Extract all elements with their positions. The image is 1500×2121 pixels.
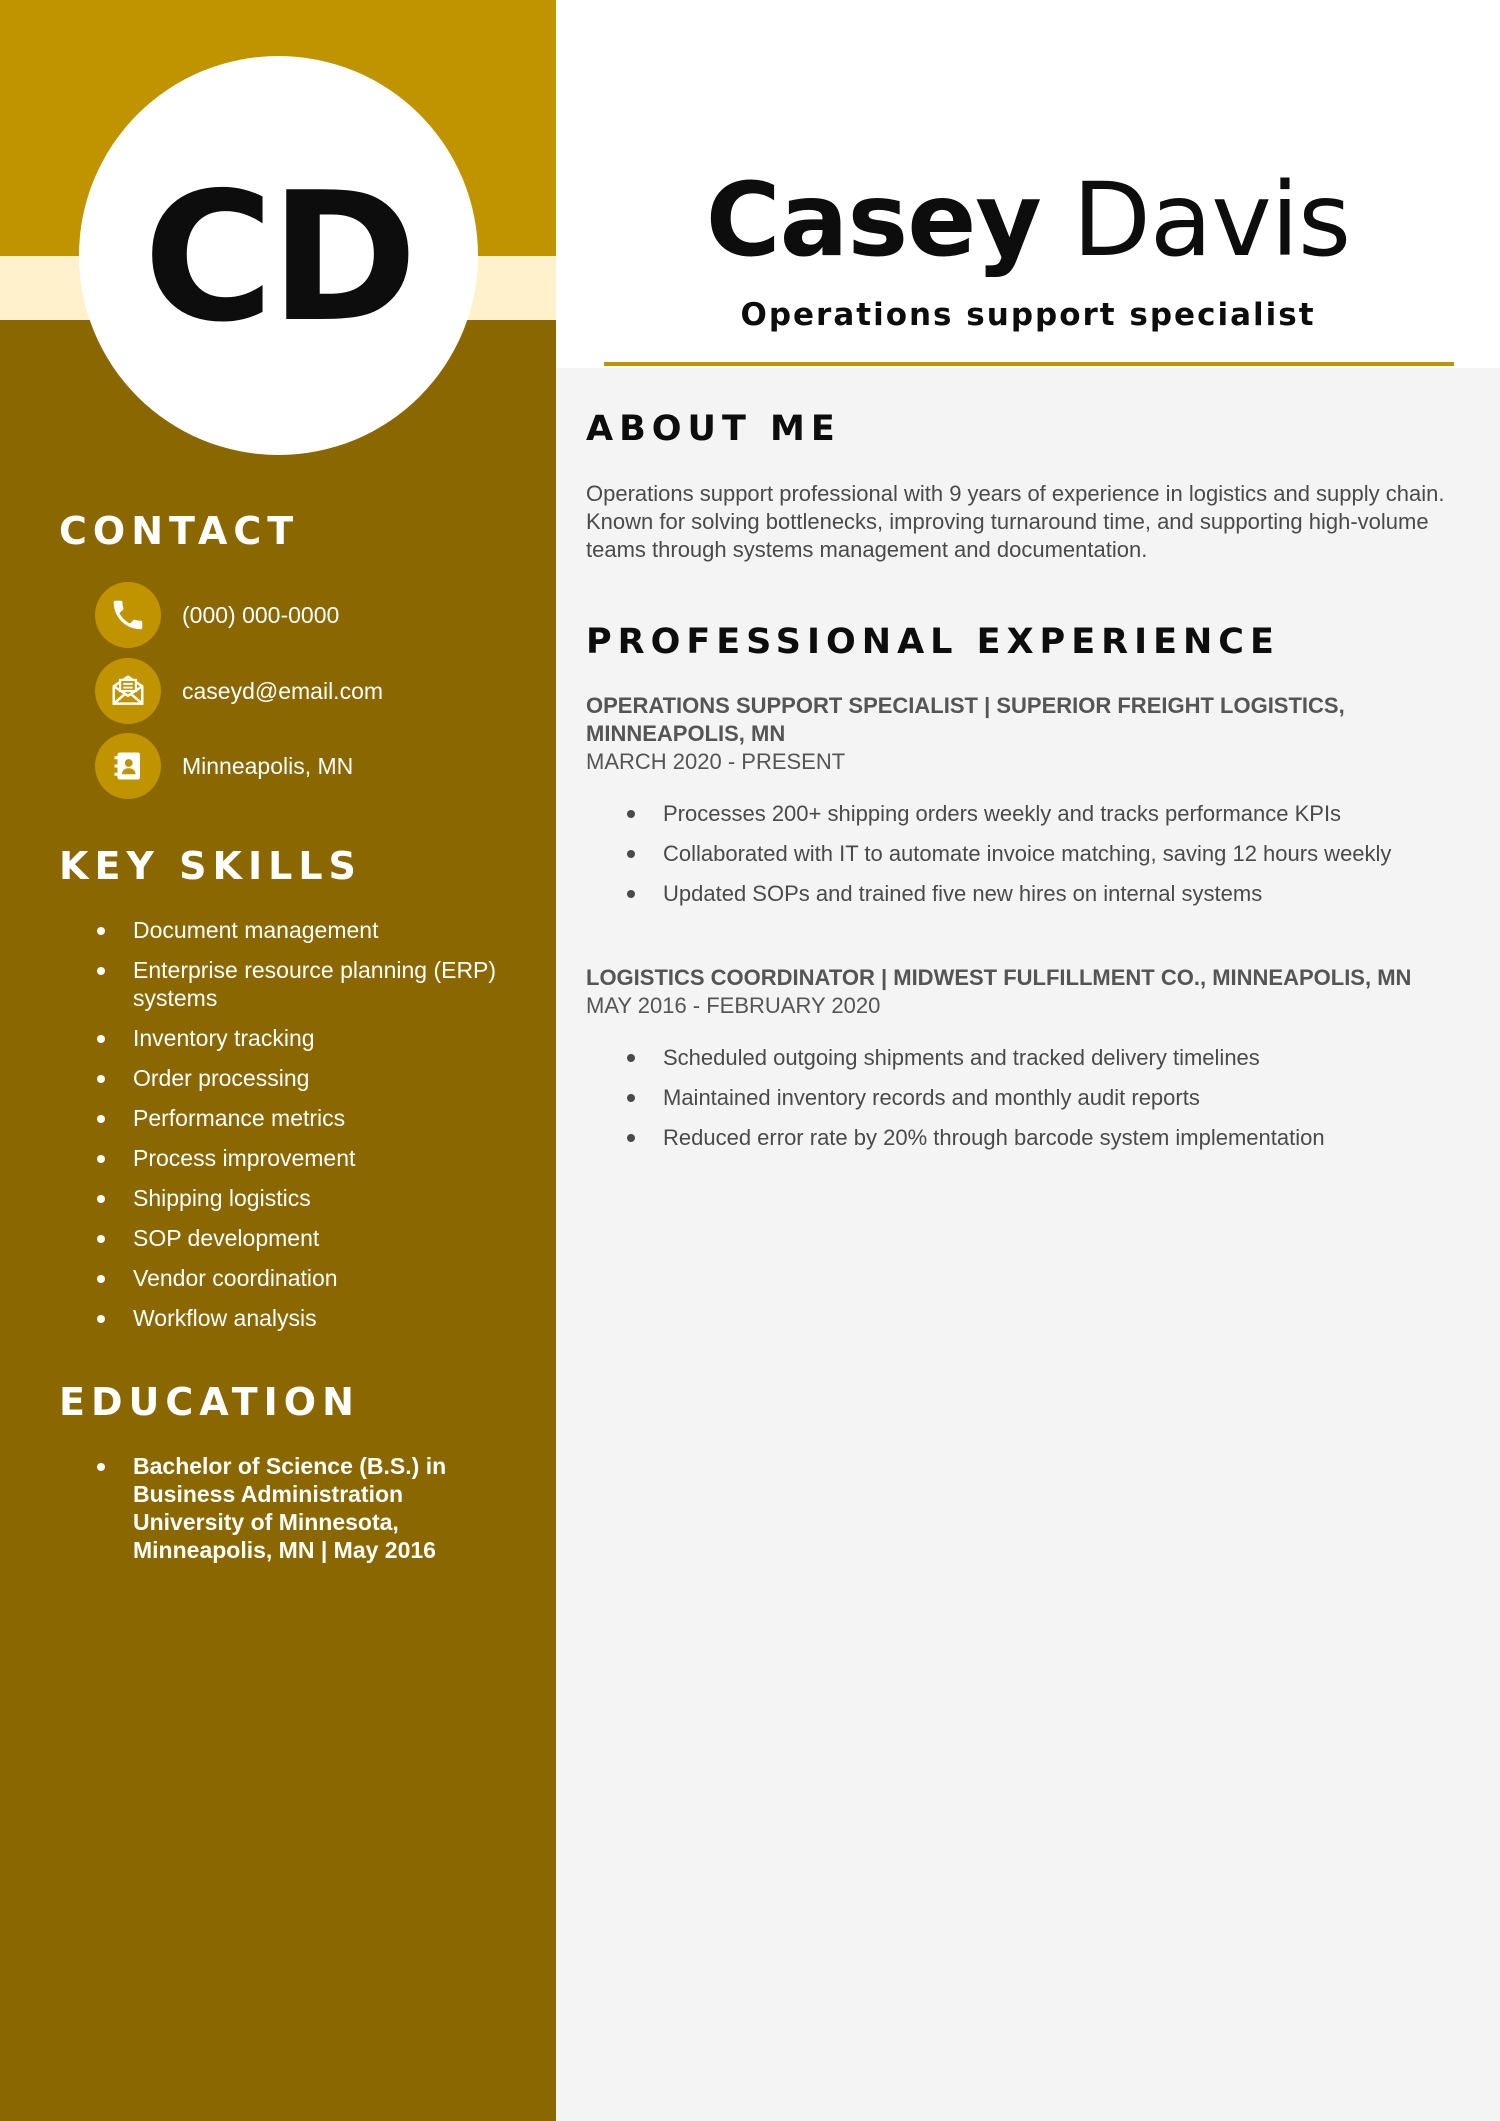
header-divider xyxy=(604,362,1454,366)
contact-location xyxy=(95,733,353,799)
education-school: University of Minnesota, Minneapolis, MN | May 2016 xyxy=(133,1509,436,1563)
monogram: CD xyxy=(143,153,414,361)
list-item: Performance metrics xyxy=(94,1104,534,1132)
list-item: Shipping logistics xyxy=(94,1184,534,1212)
job-entry-dates: MAY 2016 - FEBRUARY 2020 xyxy=(586,993,881,1018)
list-item: Updated SOPs and trained five new hires on internal systems xyxy=(586,880,1456,908)
list-item: Scheduled outgoing shipments and tracked delivery timelines xyxy=(586,1044,1456,1072)
education-degree: Bachelor of Science (B.S.) in Business Administration xyxy=(133,1453,447,1507)
contact-email-text: caseyd@email.com xyxy=(182,677,384,704)
contact-email xyxy=(95,658,383,724)
list-item: Document management xyxy=(94,916,534,944)
contact-location-text: Minneapolis, MN xyxy=(182,752,354,779)
contact-phone-text: (000) 000-0000 xyxy=(182,601,340,628)
job-entry xyxy=(586,964,1456,1164)
list-item: Collaborated with IT to automate invoice matching, saving 12 hours weekly xyxy=(586,840,1456,868)
last-name: Davis xyxy=(1072,161,1351,280)
job-title: Operations support specialist xyxy=(740,297,1316,333)
about-heading: ABOUT ME xyxy=(586,409,841,449)
list-item: Enterprise resource planning (ERP) systems xyxy=(94,956,534,1012)
list-item: Reduced error rate by 20% through barcode system implementation xyxy=(586,1124,1456,1152)
contact-phone xyxy=(95,582,339,648)
contact-heading: CONTACT xyxy=(59,509,300,553)
job-entry xyxy=(586,692,1456,920)
list-item: Vendor coordination xyxy=(94,1264,534,1292)
list-item: Order processing xyxy=(94,1064,534,1092)
candidate-name xyxy=(556,161,1500,280)
list-item: SOP development xyxy=(94,1224,534,1252)
job-bullets xyxy=(586,800,1456,908)
skills-heading: KEY SKILLS xyxy=(59,844,362,888)
list-item: Processes 200+ shipping orders weekly and tracks performance KPIs xyxy=(586,800,1456,828)
education-heading: EDUCATION xyxy=(59,1380,360,1424)
job-entry-title: LOGISTICS COORDINATOR | MIDWEST FULFILLMENT CO., MINNEAPOLIS, MN xyxy=(586,965,1412,990)
phone-icon xyxy=(95,582,161,648)
first-name: Casey xyxy=(705,161,1041,280)
education-item xyxy=(94,1452,514,1564)
job-bullets xyxy=(586,1044,1456,1152)
list-item: Inventory tracking xyxy=(94,1024,534,1052)
list-item: Process improvement xyxy=(94,1144,534,1172)
job-entry-title: OPERATIONS SUPPORT SPECIALIST | SUPERIOR FREIGHT LOGISTICS, MINNEAPOLIS, MN xyxy=(586,693,1345,746)
monogram-circle xyxy=(79,56,478,455)
education-list xyxy=(94,1452,514,1564)
skills-list xyxy=(94,916,534,1344)
job-entry-dates: MARCH 2020 - PRESENT xyxy=(586,749,846,774)
about-text: Operations support professional with 9 years of experience in logistics and supply chain. Known for solving bottlenecks, improving turnaround time, and supporting high-volume teams through systems management and documentation. xyxy=(586,481,1445,562)
email-icon xyxy=(95,658,161,724)
list-item: Workflow analysis xyxy=(94,1304,534,1332)
address-book-icon xyxy=(95,733,161,799)
experience-heading: PROFESSIONAL EXPERIENCE xyxy=(586,622,1280,662)
list-item: Maintained inventory records and monthly audit reports xyxy=(586,1084,1456,1112)
